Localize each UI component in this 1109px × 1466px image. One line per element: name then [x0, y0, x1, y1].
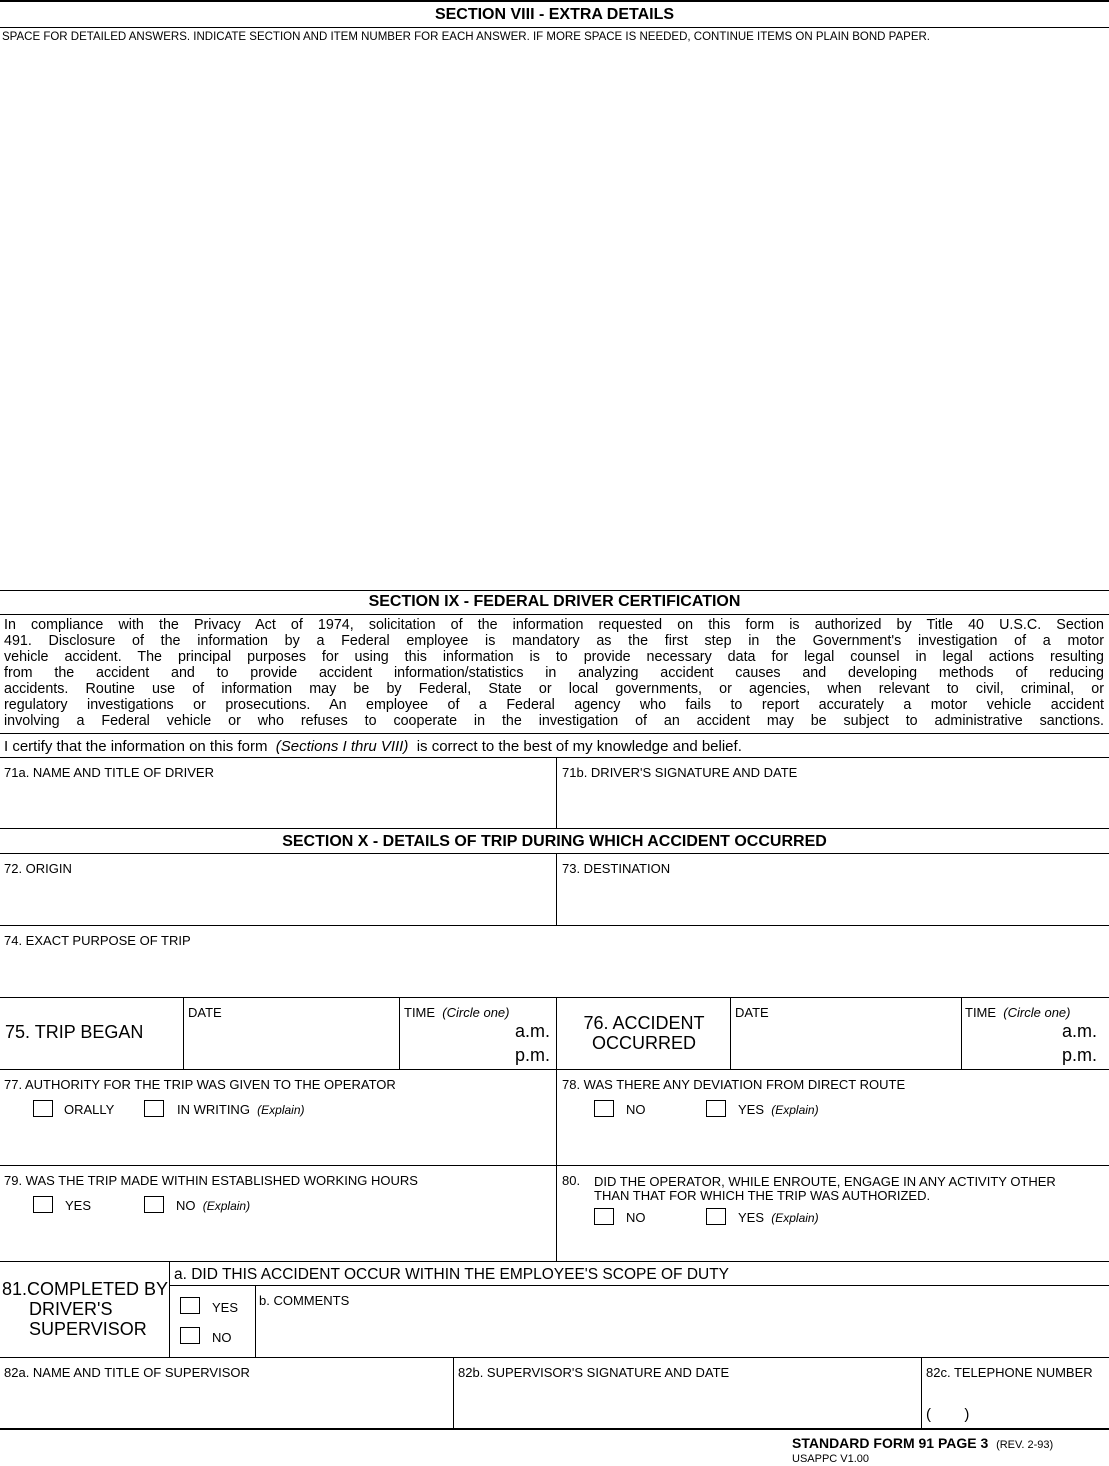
scope-of-duty-label: a. DID THIS ACCIDENT OCCUR WITHIN THE EMPLOYEE'S SCOPE OF DUTY — [174, 1266, 730, 1283]
bottom-rule — [0, 1428, 1109, 1430]
destination-label: 73. DESTINATION — [562, 861, 671, 876]
rule — [0, 853, 1109, 854]
purpose-label: 74. EXACT PURPOSE OF TRIP — [4, 933, 191, 948]
rule — [0, 1069, 1109, 1070]
scope-no-checkbox[interactable] — [180, 1327, 200, 1344]
activity-label-line2: THAN THAT FOR WHICH THE TRIP WAS AUTHORIZED. — [594, 1188, 931, 1203]
trip-began-am[interactable]: a.m. — [515, 1021, 551, 1041]
rule — [0, 614, 1109, 615]
destination-field[interactable] — [560, 879, 1106, 923]
form-version: USAPPC V1.00 — [792, 1453, 870, 1465]
divider — [556, 853, 557, 925]
section-10-title: SECTION X - DETAILS OF TRIP DURING WHICH ACCIDENT OCCURRED — [282, 833, 827, 850]
accident-occurred-label-line2: OCCURRED — [591, 1033, 696, 1053]
privacy-text-line: involving a Federal vehicle or who refuses to cooperate in the investigation of an accident may be subject to administrative sanctions. — [4, 713, 1104, 729]
accident-am[interactable]: a.m. — [1062, 1021, 1098, 1041]
rule — [0, 733, 1109, 734]
origin-field[interactable] — [2, 879, 552, 923]
trip-began-pm[interactable]: p.m. — [515, 1045, 551, 1065]
rule — [0, 1357, 1109, 1358]
trip-began-date-label: DATE — [188, 1005, 222, 1020]
rule — [0, 757, 1109, 758]
privacy-text-line: accidents. Routine use of information may be by Federal, State or local governments, or agencies, when relevant to civil, criminal, or — [4, 681, 1104, 697]
divider — [453, 1357, 454, 1428]
authority-label: 77. AUTHORITY FOR THE TRIP WAS GIVEN TO THE OPERATOR — [4, 1077, 396, 1092]
telephone-label: 82c. TELEPHONE NUMBER — [926, 1365, 1093, 1380]
origin-label: 72. ORIGIN — [4, 861, 72, 876]
supervisor-name-label: 82a. NAME AND TITLE OF SUPERVISOR — [4, 1365, 250, 1380]
purpose-field[interactable] — [2, 951, 1106, 995]
top-rule — [0, 0, 1109, 2]
section-8-instructions: SPACE FOR DETAILED ANSWERS. INDICATE SECTION AND ITEM NUMBER FOR EACH ANSWER. IF MORE SPACE IS NEEDED, CONTINUE ITEMS ON PLAIN BOND PAPER. — [2, 31, 931, 43]
deviation-yes-checkbox[interactable] — [706, 1100, 726, 1117]
scope-yes-checkbox[interactable] — [180, 1297, 200, 1314]
privacy-text-line: from the accident and to provide accident information/statistics in analyzing accident causes and developing methods of reducing — [4, 665, 1104, 681]
rule — [0, 27, 1109, 28]
scope-no-label: NO — [212, 1330, 232, 1345]
activity-no-label: NO — [626, 1210, 646, 1225]
divider — [730, 997, 731, 1069]
trip-began-date-field[interactable] — [186, 1022, 396, 1066]
activity-number: 80. — [562, 1173, 581, 1188]
supervisor-section-label-line3: SUPERVISOR — [29, 1319, 147, 1339]
supervisor-section-label-line1: 81.COMPLETED BY — [2, 1279, 169, 1299]
supervisor-signature-field[interactable] — [456, 1383, 918, 1425]
accident-date-field[interactable] — [733, 1022, 958, 1066]
section-9-title: SECTION IX - FEDERAL DRIVER CERTIFICATION — [368, 593, 741, 610]
orally-label: ORALLY — [64, 1102, 115, 1117]
divider — [399, 997, 400, 1069]
driver-signature-field[interactable] — [560, 783, 1106, 825]
divider — [961, 997, 962, 1069]
driver-name-label: 71a. NAME AND TITLE OF DRIVER — [4, 765, 214, 780]
divider — [921, 1357, 922, 1428]
form-number: STANDARD FORM 91 PAGE 3 (REV. 2-93) — [792, 1435, 1054, 1451]
activity-no-checkbox[interactable] — [594, 1208, 614, 1225]
rule — [0, 997, 1109, 998]
working-hours-no-label: NO (Explain) — [176, 1198, 251, 1213]
accident-time-label: TIME (Circle one) — [965, 1005, 1071, 1020]
divider — [556, 997, 557, 1069]
rule — [169, 1285, 1109, 1286]
comments-field[interactable] — [258, 1311, 1106, 1355]
privacy-text-line: vehicle accident. The principal purposes for using this information is to provide necessary data for legal counsel in legal actions resulting — [4, 649, 1104, 665]
working-hours-no-checkbox[interactable] — [144, 1196, 164, 1213]
rule — [0, 925, 1109, 926]
section-8-title: SECTION VIII - EXTRA DETAILS — [434, 6, 675, 23]
certification-statement: I certify that the information on this form (Sections I thru VIII) is correct to the best of my knowledge and belief. — [4, 738, 742, 755]
telephone-field[interactable]: ( ) — [926, 1406, 970, 1423]
comments-label: b. COMMENTS — [259, 1293, 350, 1308]
divider — [556, 1165, 557, 1261]
divider — [183, 997, 184, 1069]
working-hours-label: 79. WAS THE TRIP MADE WITHIN ESTABLISHED WORKING HOURS — [4, 1173, 418, 1188]
working-hours-yes-label: YES — [65, 1198, 92, 1213]
privacy-text-line: In compliance with the Privacy Act of 1974, solicitation of the information requested on this form is authorized by Title 40 U.S.C. Section — [4, 617, 1104, 633]
accident-pm[interactable]: p.m. — [1062, 1045, 1098, 1065]
activity-yes-checkbox[interactable] — [706, 1208, 726, 1225]
supervisor-name-field[interactable] — [2, 1383, 450, 1425]
driver-name-field[interactable] — [2, 783, 552, 825]
accident-occurred-label-line1: 76. ACCIDENT — [583, 1013, 705, 1033]
driver-signature-label: 71b. DRIVER'S SIGNATURE AND DATE — [562, 765, 798, 780]
accident-date-label: DATE — [735, 1005, 769, 1020]
supervisor-section-label-line2: DRIVER'S — [29, 1299, 113, 1319]
orally-checkbox[interactable] — [33, 1100, 53, 1117]
trip-began-time-label: TIME (Circle one) — [404, 1005, 510, 1020]
rule — [0, 1261, 1109, 1262]
activity-yes-label: YES (Explain) — [738, 1210, 819, 1225]
rule — [0, 1165, 1109, 1166]
divider — [556, 757, 557, 828]
extra-details-field[interactable] — [2, 48, 1109, 590]
in-writing-checkbox[interactable] — [144, 1100, 164, 1117]
activity-label-line1: DID THE OPERATOR, WHILE ENROUTE, ENGAGE IN ANY ACTIVITY OTHER — [594, 1174, 1056, 1189]
trip-began-label: 75. TRIP BEGAN — [5, 1022, 144, 1042]
privacy-text-line: regulatory investigations or prosecutions. An employee of a Federal agency who fails to report accurately a motor vehicle accident — [4, 697, 1104, 713]
deviation-no-label: NO — [626, 1102, 646, 1117]
divider — [255, 1285, 256, 1357]
deviation-no-checkbox[interactable] — [594, 1100, 614, 1117]
rule — [0, 828, 1109, 829]
divider — [169, 1261, 170, 1357]
privacy-text-line: 491. Disclosure of the information by a Federal employee is mandatory as the first step in the Government's investigation of a motor — [4, 633, 1104, 649]
supervisor-signature-label: 82b. SUPERVISOR'S SIGNATURE AND DATE — [458, 1365, 730, 1380]
scope-yes-label: YES — [212, 1300, 239, 1315]
rule — [0, 590, 1109, 591]
deviation-label: 78. WAS THERE ANY DEVIATION FROM DIRECT ROUTE — [562, 1077, 906, 1092]
working-hours-yes-checkbox[interactable] — [33, 1196, 53, 1213]
deviation-yes-label: YES (Explain) — [738, 1102, 819, 1117]
divider — [556, 1069, 557, 1165]
in-writing-label: IN WRITING (Explain) — [177, 1102, 305, 1117]
